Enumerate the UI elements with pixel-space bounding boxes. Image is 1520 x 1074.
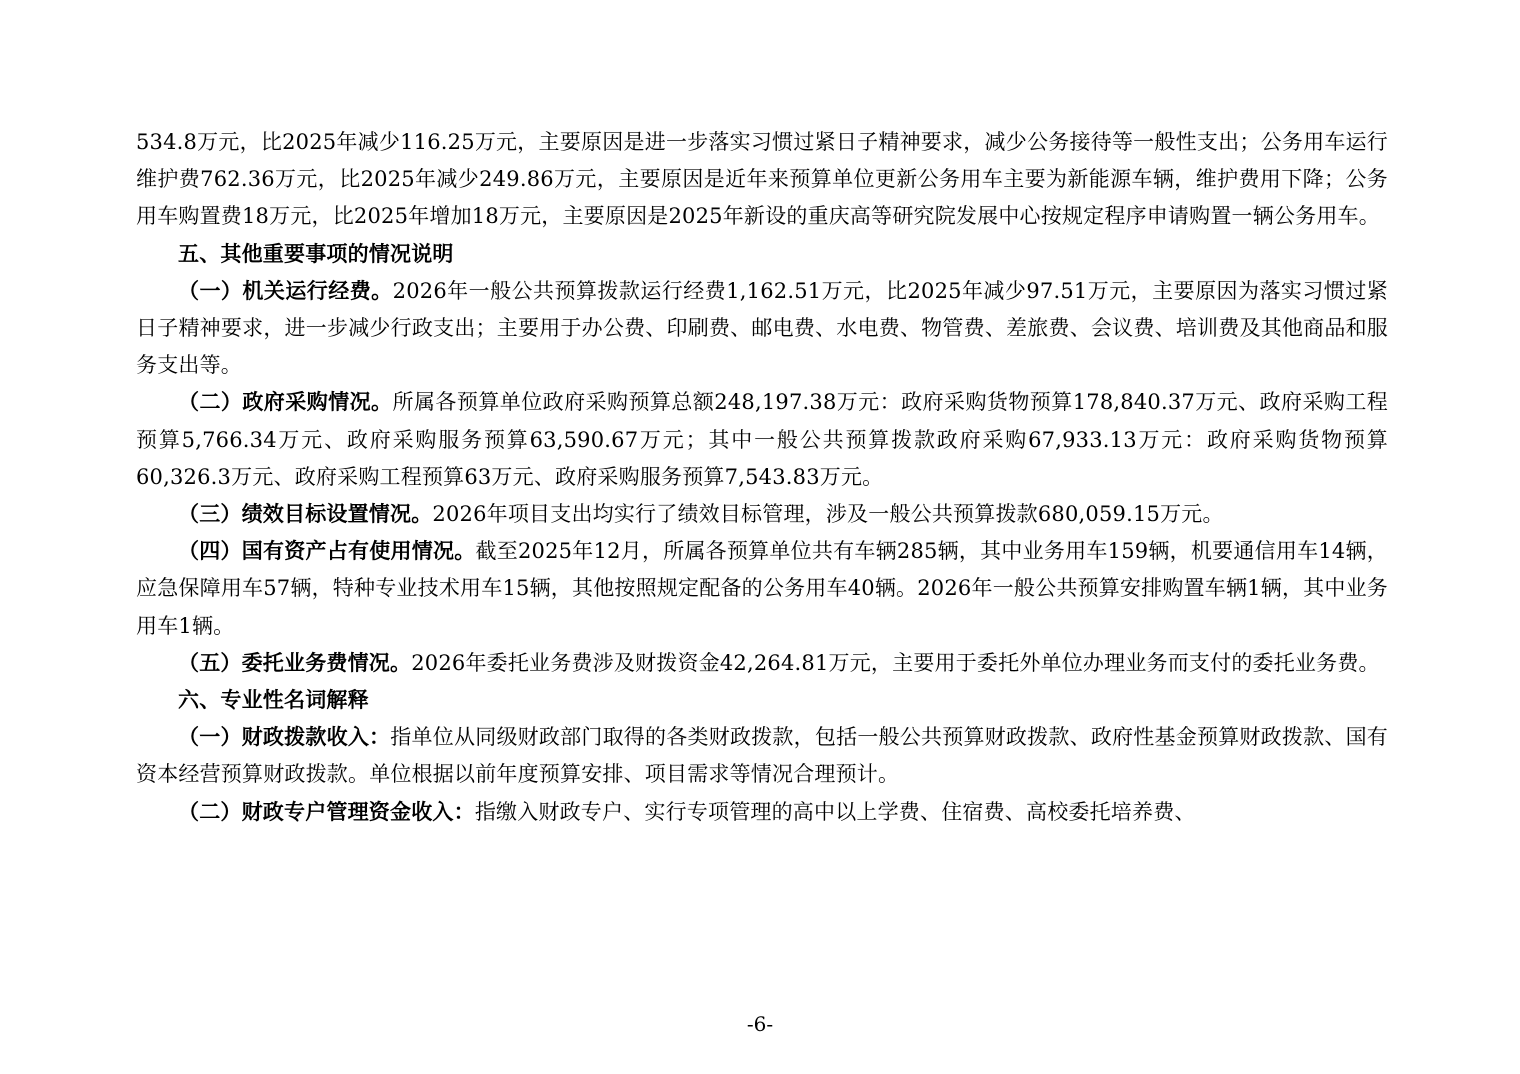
section-heading-6: 六、专业性名词解释 bbox=[178, 688, 369, 713]
paragraph-body: 2026年委托业务费涉及财拨资金42,264.81万元，主要用于委托外单位办理业务而支付的委托业务费。 bbox=[411, 650, 1380, 675]
paragraph-body: 指缴入财政专户、实行专项管理的高中以上学费、住宿费、高校委托培养费、 bbox=[474, 799, 1196, 824]
paragraph-body: 2026年一般公共预算拨款运行经费1,162.51万元，比2025年减少97.51万元，主要原因为落实习惯过紧日子精神要求，进一步减少行政支出；主要用于办公费、印刷费、邮电费、水电费、物管费、差旅费、会议费、培训费及其他商品和服务支出等。 bbox=[136, 278, 1388, 378]
paragraph-lead: （三）绩效目标设置情况。 bbox=[178, 502, 433, 527]
paragraph-lead: （二）政府采购情况。 bbox=[178, 390, 393, 415]
paragraph-body: 指单位从同级财政部门取得的各类财政拨款，包括一般公共预算财政拨款、政府性基金预算财政拨款、国有资本经营预算财政拨款。单位根据以前年度预算安排、项目需求等情况合理预计。 bbox=[136, 725, 1389, 787]
document-body bbox=[136, 124, 1388, 831]
paragraph-lead: （四）国有资产占有使用情况。 bbox=[178, 539, 476, 564]
paragraph-lead: （一）机关运行经费。 bbox=[178, 278, 393, 303]
paragraph-lead: （一）财政拨款收入： bbox=[178, 725, 391, 750]
paragraph-body: 2026年项目支出均实行了绩效目标管理，涉及一般公共预算拨款680,059.15万元。 bbox=[432, 502, 1224, 527]
paragraph-commissioned-services bbox=[136, 645, 1388, 682]
paragraph-performance-goals bbox=[136, 496, 1388, 533]
paragraph-intro: 534.8万元，比2025年减少116.25万元，主要原因是进一步落实习惯过紧日子精神要求，减少公务接待等一般性支出；公务用车运行维护费762.36万元，比2025年减少249.86万元，主要原因是近年来预算单位更新公务用车主要为新能源车辆，维护费用下降；公务用车购置费18万元，比2025年增加18万元，主要原因是2025年新设的重庆高等研究院发展中心按规定程序申请购置一辆公务用车。 bbox=[136, 130, 1388, 229]
paragraph-special-account-income bbox=[136, 794, 1388, 831]
paragraph-fiscal-appropriation-income bbox=[136, 719, 1388, 793]
paragraph-operating-expenses bbox=[136, 273, 1388, 385]
paragraph-lead: （五）委托业务费情况。 bbox=[178, 650, 412, 675]
section-heading-5: 五、其他重要事项的情况说明 bbox=[178, 241, 454, 266]
paragraph-body: 截至2025年12月，所属各预算单位共有车辆285辆，其中业务用车159辆，机要通信用车14辆，应急保障用车57辆，特种专业技术用车15辆，其他按照规定配备的公务用车40辆。2026年一般公共预算安排购置车辆1辆，其中业务用车1辆。 bbox=[136, 539, 1388, 638]
page-number: -6- bbox=[746, 1012, 774, 1036]
paragraph-government-procurement bbox=[136, 384, 1388, 496]
paragraph-lead: （二）财政专户管理资金收入： bbox=[178, 799, 475, 824]
paragraph-body: 所属各预算单位政府采购预算总额248,197.38万元：政府采购货物预算178,840.37万元、政府采购工程预算5,766.34万元、政府采购服务预算63,590.67万元；其中一般公共预算拨款政府采购67,933.13万元：政府采购货物预算60,326.3万元、政府采购工程预算63万元、政府采购服务预算7,543.83万元。 bbox=[136, 390, 1388, 489]
paragraph-state-assets bbox=[136, 533, 1388, 645]
